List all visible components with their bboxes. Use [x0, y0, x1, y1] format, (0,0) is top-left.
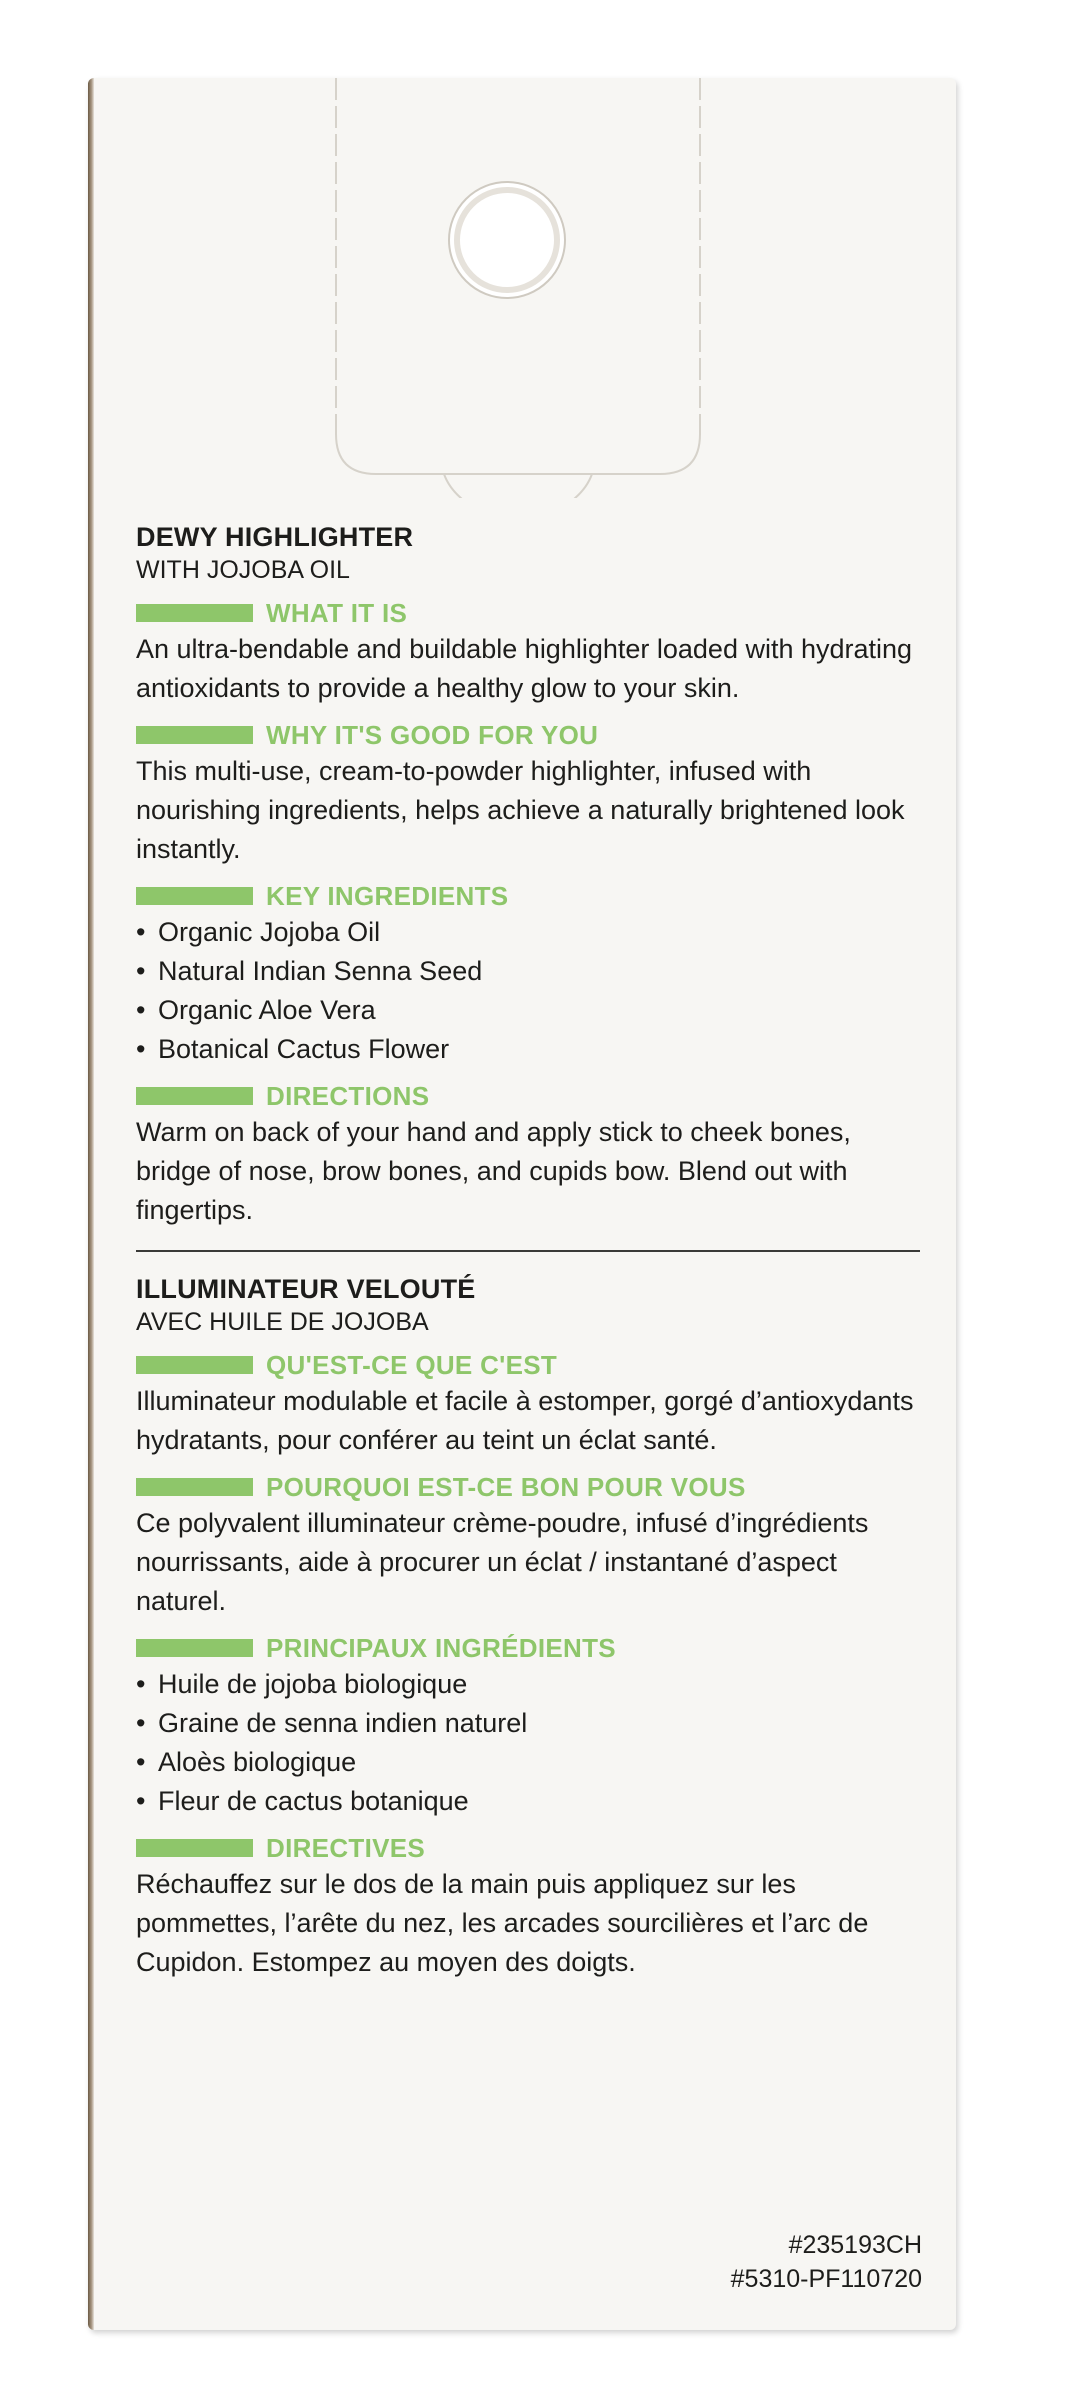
hang-hole [449, 182, 565, 298]
green-bar [136, 1839, 253, 1857]
label-text-area [136, 520, 922, 1982]
green-bar [136, 726, 253, 744]
bullet: • [136, 1786, 146, 1816]
bullet: • [136, 1708, 146, 1738]
section-title: DIRECTIVES [266, 1832, 426, 1863]
product-box-back-panel [88, 78, 956, 2330]
bullet: • [136, 917, 146, 947]
section-title: DIRECTIONS [266, 1080, 430, 1111]
section-heading [136, 596, 922, 630]
product-codes [731, 2228, 922, 2296]
section-text: This multi-use, cream-to-powder highlighter, infused with nourishing ingredients, helps achieve a naturally brightened look instantly. [136, 756, 905, 864]
section-title: WHAT IT IS [266, 597, 408, 628]
section-heading [136, 1631, 922, 1665]
product-title-en: DEWY HIGHLIGHTER [136, 522, 414, 552]
ingredient-name: Huile de jojoba biologique [158, 1669, 468, 1699]
ingredient-name: Fleur de cactus botanique [158, 1786, 469, 1816]
list-item [136, 1743, 922, 1782]
ingredient-list-en [136, 913, 922, 1069]
bullet: • [136, 1034, 146, 1064]
bullet: • [136, 956, 146, 986]
section-heading [136, 718, 922, 752]
ingredient-name: Organic Aloe Vera [158, 995, 376, 1025]
green-bar [136, 1478, 253, 1496]
bullet: • [136, 995, 146, 1025]
list-item [136, 1782, 922, 1821]
section-title: POURQUOI EST-CE BON POUR VOUS [266, 1471, 746, 1502]
bullet: • [136, 1747, 146, 1777]
green-bar [136, 1087, 253, 1105]
green-bar [136, 1356, 253, 1374]
section-title: KEY INGREDIENTS [266, 880, 509, 911]
section-text: Ce polyvalent illuminateur crème-poudre, infusé d’ingrédients nourrissants, aide à procurer un éclat / instantané d’aspect naturel. [136, 1508, 869, 1616]
bullet: • [136, 1669, 146, 1699]
ingredient-name: Organic Jojoba Oil [158, 917, 381, 947]
section-heading [136, 1470, 922, 1504]
section-text: Illuminateur modulable et facile à estomper, gorgé d’antioxydants hydratants, pour conférer au teint un éclat santé. [136, 1386, 914, 1455]
green-bar [136, 887, 253, 905]
list-item [136, 1030, 922, 1069]
ingredient-name: Natural Indian Senna Seed [158, 956, 483, 986]
section-heading [136, 1079, 922, 1113]
product-subtitle-en: WITH JOJOBA OIL [136, 556, 350, 584]
section-text: Réchauffez sur le dos de la main puis appliquez sur les pommettes, l’arête du nez, les arcades sourcilières et l’arc de Cupidon. Estompez au moyen des doigts. [136, 1869, 869, 1977]
section-title: PRINCIPAUX INGRÉDIENTS [266, 1632, 616, 1663]
list-item [136, 1704, 922, 1743]
ingredient-list-fr [136, 1665, 922, 1821]
list-item [136, 991, 922, 1030]
hang-tab-die-cut [88, 78, 956, 498]
section-title: WHY IT'S GOOD FOR YOU [266, 719, 599, 750]
section-heading [136, 879, 922, 913]
list-item [136, 952, 922, 991]
ingredient-name: Botanical Cactus Flower [158, 1034, 450, 1064]
section-text: An ultra-bendable and buildable highlighter loaded with hydrating antioxidants to provide a healthy glow to your skin. [136, 634, 913, 703]
ingredient-name: Graine de senna indien naturel [158, 1708, 528, 1738]
batch-code: #5310-PF110720 [730, 2265, 922, 2293]
language-divider [136, 1250, 920, 1252]
section-heading [136, 1348, 922, 1382]
green-bar [136, 1639, 253, 1657]
product-title-fr: ILLUMINATEUR VELOUTÉ [136, 1274, 476, 1304]
section-text: Warm on back of your hand and apply stick to cheek bones, bridge of nose, brow bones, and cupids bow. Blend out with fingertips. [136, 1117, 851, 1225]
list-item [136, 913, 922, 952]
ingredient-name: Aloès biologique [158, 1747, 357, 1777]
product-subtitle-fr: AVEC HUILE DE JOJOBA [136, 1308, 429, 1336]
section-title: QU'EST-CE QUE C'EST [266, 1349, 558, 1380]
green-bar [136, 604, 253, 622]
product-code: #235193CH [788, 2231, 922, 2259]
section-heading [136, 1831, 922, 1865]
list-item [136, 1665, 922, 1704]
